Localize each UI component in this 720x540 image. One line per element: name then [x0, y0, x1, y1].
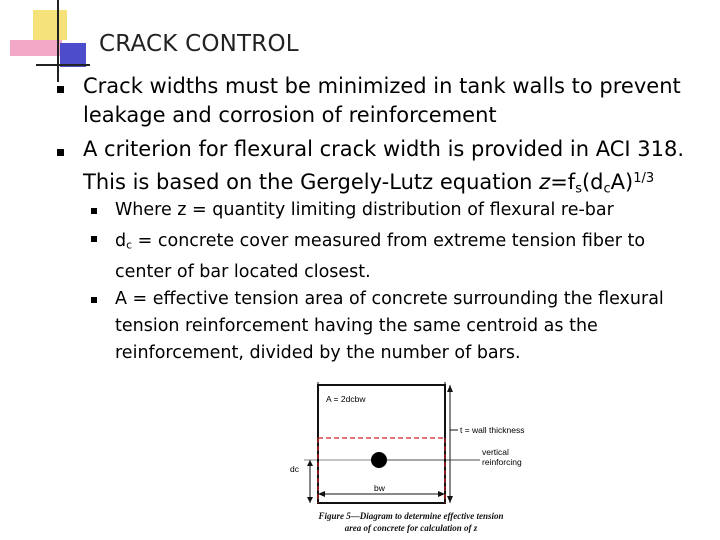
bullet-marker — [57, 149, 64, 156]
caption-line1: Figure 5—Diagram to determine effective tension — [318, 511, 504, 521]
reinforcing-label-1: vertical — [482, 447, 509, 457]
thickness-label: t = wall thickness — [460, 425, 525, 435]
sub-bullet-A-definition: A = effective tension area of concrete surrounding the flexural tension reinforcement having the same centroid as the reinforcement, divided by the number of bars. — [115, 289, 664, 363]
eq-s: s — [575, 181, 582, 197]
sub-bullet-marker — [91, 236, 97, 242]
eq-c: c — [603, 181, 611, 197]
eq-z: z — [539, 170, 551, 195]
dc-c: c — [126, 238, 133, 252]
slide-title: CRACK CONTROL — [99, 31, 299, 57]
logo-horizontal-line — [36, 64, 90, 66]
vertical-reinforcing-bar — [371, 452, 387, 468]
bullet-criterion — [83, 135, 713, 203]
criterion-line2: This is based on the Gergely-Lutz equation — [83, 170, 540, 195]
bullet-marker — [57, 86, 64, 93]
dc-d: d — [115, 231, 127, 251]
figure-caption — [296, 510, 526, 534]
sub-bullet-marker — [91, 208, 97, 214]
dc-line2: center of bar located closest. — [115, 261, 371, 282]
sub-bullet-z-definition: Where z = quantity limiting distribution of flexural re-bar — [115, 200, 614, 220]
dc-rest: = concrete cover measured from extreme tension fiber to — [132, 231, 646, 251]
eq-exponent: 1/3 — [633, 171, 655, 186]
logo-vertical-line — [57, 0, 59, 82]
eq-equals-f: =f — [550, 170, 576, 195]
bullet-crack-widths: Crack widths must be minimized in tank walls to prevent leakage and corrosion of reinforcement — [83, 74, 681, 127]
logo-yellow-square — [33, 10, 67, 40]
eq-open-d: (d — [581, 170, 604, 195]
reinforcing-label-2: reinforcing — [482, 457, 522, 467]
sub-bullet-marker — [91, 297, 97, 303]
eq-A: A) — [610, 170, 634, 195]
gergely-lutz-equation — [539, 170, 655, 197]
sub-bullet-dc-definition — [115, 228, 715, 286]
caption-line2: area of concrete for calculation of z — [344, 523, 478, 533]
area-label: A = 2dcbw — [326, 394, 366, 404]
criterion-line1: A criterion for flexural crack width is provided in ACI 318. — [83, 137, 685, 161]
logo-pink-bar — [10, 40, 62, 56]
bw-label: bw — [374, 483, 385, 493]
dc-label: dc — [290, 464, 299, 474]
